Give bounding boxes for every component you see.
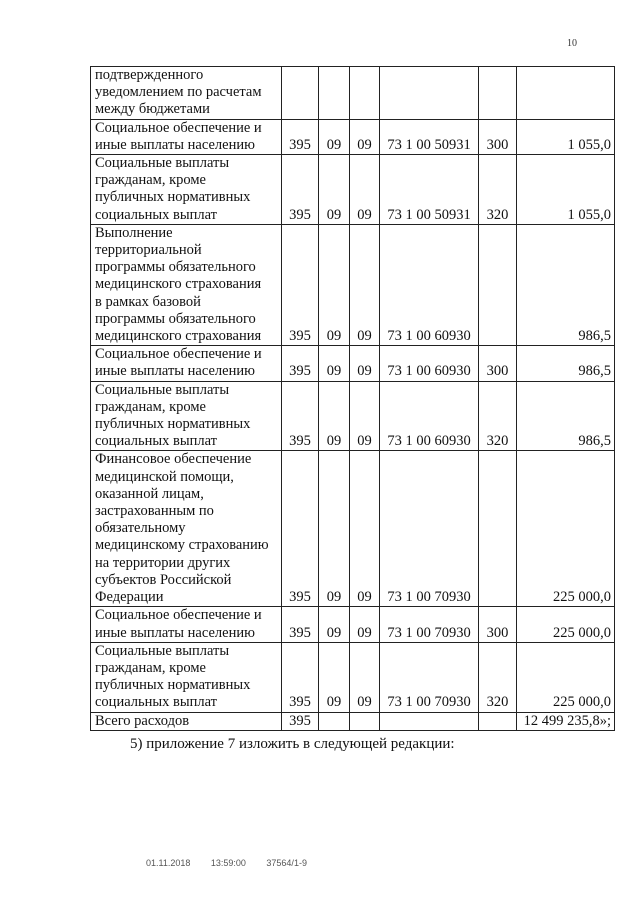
row-name: Всего расходов bbox=[91, 712, 282, 730]
table-row bbox=[91, 346, 615, 381]
row-rz: 09 bbox=[319, 155, 350, 225]
row-pr: 09 bbox=[350, 642, 380, 712]
row-csr: 73 1 00 50931 bbox=[380, 119, 479, 154]
amendment-text: 5) приложение 7 изложить в следующей редакции: bbox=[130, 736, 455, 752]
row-sum: 986,5 bbox=[517, 381, 615, 451]
row-sum: 1 055,0 bbox=[517, 119, 615, 154]
footer-stamp: 01.11.2018 13:59:00 37564/1-9 bbox=[146, 858, 307, 868]
row-csr bbox=[380, 712, 479, 730]
row-gr: 395 bbox=[282, 381, 319, 451]
row-rz: 09 bbox=[319, 119, 350, 154]
row-name: Социальное обеспечение и иные выплаты населению bbox=[91, 607, 282, 642]
row-name: Социальные выплаты гражданам, кроме публичных нормативных социальных выплат bbox=[91, 642, 282, 712]
row-gr: 395 bbox=[282, 346, 319, 381]
row-pr: 09 bbox=[350, 381, 380, 451]
row-name: Социальные выплаты гражданам, кроме публичных нормативных социальных выплат bbox=[91, 381, 282, 451]
row-vr bbox=[479, 224, 517, 345]
page-number: 10 bbox=[567, 38, 577, 49]
row-pr: 09 bbox=[350, 607, 380, 642]
row-name: подтвержденного уведомлением по расчетам между бюджетами bbox=[91, 67, 282, 120]
row-gr: 395 bbox=[282, 712, 319, 730]
row-pr: 09 bbox=[350, 451, 380, 607]
table-row bbox=[91, 642, 615, 712]
row-name: Социальное обеспечение и иные выплаты населению bbox=[91, 119, 282, 154]
row-sum: 12 499 235,8»; bbox=[517, 712, 615, 730]
row-vr: 300 bbox=[479, 607, 517, 642]
row-csr: 73 1 00 60930 bbox=[380, 224, 479, 345]
table-row bbox=[91, 712, 615, 730]
row-csr: 73 1 00 70930 bbox=[380, 642, 479, 712]
row-vr bbox=[479, 712, 517, 730]
row-sum: 986,5 bbox=[517, 346, 615, 381]
row-csr: 73 1 00 60930 bbox=[380, 346, 479, 381]
row-gr: 395 bbox=[282, 155, 319, 225]
row-pr bbox=[350, 712, 380, 730]
row-rz bbox=[319, 712, 350, 730]
row-pr: 09 bbox=[350, 155, 380, 225]
row-rz: 09 bbox=[319, 381, 350, 451]
row-csr: 73 1 00 70930 bbox=[380, 607, 479, 642]
row-rz: 09 bbox=[319, 224, 350, 345]
row-vr: 320 bbox=[479, 155, 517, 225]
row-vr: 300 bbox=[479, 119, 517, 154]
row-gr: 395 bbox=[282, 642, 319, 712]
table-row bbox=[91, 451, 615, 607]
row-rz bbox=[319, 67, 350, 120]
row-name: Выполнение территориальной программы обязательного медицинского страхования в рамках базовой программы обязательного медицинского страхования bbox=[91, 224, 282, 345]
row-pr bbox=[350, 67, 380, 120]
row-csr: 73 1 00 50931 bbox=[380, 155, 479, 225]
row-pr: 09 bbox=[350, 119, 380, 154]
row-sum: 225 000,0 bbox=[517, 451, 615, 607]
row-csr bbox=[380, 67, 479, 120]
row-sum: 225 000,0 bbox=[517, 607, 615, 642]
row-sum bbox=[517, 67, 615, 120]
row-csr: 73 1 00 70930 bbox=[380, 451, 479, 607]
row-gr: 395 bbox=[282, 607, 319, 642]
row-vr: 300 bbox=[479, 346, 517, 381]
table-row bbox=[91, 224, 615, 345]
row-rz: 09 bbox=[319, 346, 350, 381]
table-row bbox=[91, 155, 615, 225]
row-rz: 09 bbox=[319, 607, 350, 642]
row-gr: 395 bbox=[282, 119, 319, 154]
row-sum: 986,5 bbox=[517, 224, 615, 345]
row-csr: 73 1 00 60930 bbox=[380, 381, 479, 451]
row-pr: 09 bbox=[350, 346, 380, 381]
row-vr: 320 bbox=[479, 642, 517, 712]
budget-table bbox=[90, 66, 615, 731]
row-rz: 09 bbox=[319, 642, 350, 712]
table-row bbox=[91, 119, 615, 154]
row-gr: 395 bbox=[282, 224, 319, 345]
row-name: Финансовое обеспечение медицинской помощи, оказанной лицам, застрахованным по обязательному медицинскому страхованию на территории других субъектов Российской Федерации bbox=[91, 451, 282, 607]
row-name: Социальное обеспечение и иные выплаты населению bbox=[91, 346, 282, 381]
row-rz: 09 bbox=[319, 451, 350, 607]
row-vr bbox=[479, 451, 517, 607]
table-row bbox=[91, 607, 615, 642]
row-sum: 225 000,0 bbox=[517, 642, 615, 712]
row-pr: 09 bbox=[350, 224, 380, 345]
row-vr bbox=[479, 67, 517, 120]
table-row bbox=[91, 381, 615, 451]
row-name: Социальные выплаты гражданам, кроме публичных нормативных социальных выплат bbox=[91, 155, 282, 225]
table-row bbox=[91, 67, 615, 120]
row-gr bbox=[282, 67, 319, 120]
row-sum: 1 055,0 bbox=[517, 155, 615, 225]
row-vr: 320 bbox=[479, 381, 517, 451]
row-gr: 395 bbox=[282, 451, 319, 607]
